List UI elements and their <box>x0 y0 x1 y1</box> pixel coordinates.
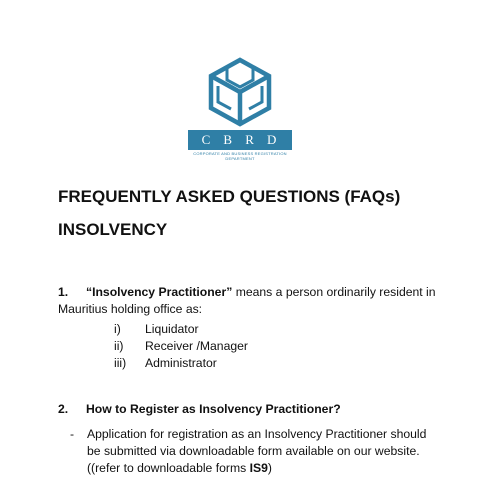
list-marker: i) <box>114 322 121 336</box>
page-title: FREQUENTLY ASKED QUESTIONS (FAQs) <box>58 187 401 206</box>
list-marker: iii) <box>114 356 127 370</box>
brand-letter: R <box>245 132 256 147</box>
brand-letter: D <box>267 132 279 147</box>
list-item-label: Administrator <box>145 356 217 370</box>
defined-term: “Insolvency Practitioner” <box>86 285 233 299</box>
cube-logo-icon <box>205 56 275 128</box>
brand-letter: B <box>223 132 235 147</box>
brand-banner <box>188 130 292 150</box>
bullet-line-end: ) <box>267 461 272 475</box>
bullet-text <box>87 426 426 477</box>
list-item <box>114 321 248 338</box>
bullet-line: Application for registration as an Insolvency Practitioner should <box>87 427 427 441</box>
item-number: 2. <box>58 402 69 416</box>
bullet-line: be submitted via downloadable form available on our website. <box>87 444 420 458</box>
list-marker: ii) <box>114 339 124 353</box>
form-reference-link[interactable]: IS9 <box>249 461 268 475</box>
definition-text-continued: Mauritius holding office as: <box>58 302 203 316</box>
list-item-label: Liquidator <box>145 322 199 336</box>
definition-text: means a person ordinarily resident in <box>232 285 436 299</box>
bullet-item <box>70 426 440 477</box>
brand-letter: C <box>201 132 213 147</box>
bullet-marker: - <box>70 427 75 441</box>
brand-subtitle: CORPORATE AND BUSINESS REGISTRATION DEPARTMENT <box>193 151 287 161</box>
question-heading <box>58 401 438 418</box>
definition-paragraph <box>58 284 438 318</box>
section-title: INSOLVENCY <box>58 220 168 239</box>
bullet-line: ((refer to downloadable forms <box>87 461 250 475</box>
item-number: 1. <box>58 285 69 299</box>
question-text: How to Register as Insolvency Practitioner? <box>86 402 341 416</box>
list-item <box>114 338 248 355</box>
list-item-label: Receiver /Manager <box>145 339 248 353</box>
cbrd-logo <box>188 56 292 128</box>
roles-list <box>114 321 248 372</box>
list-item <box>114 355 248 372</box>
